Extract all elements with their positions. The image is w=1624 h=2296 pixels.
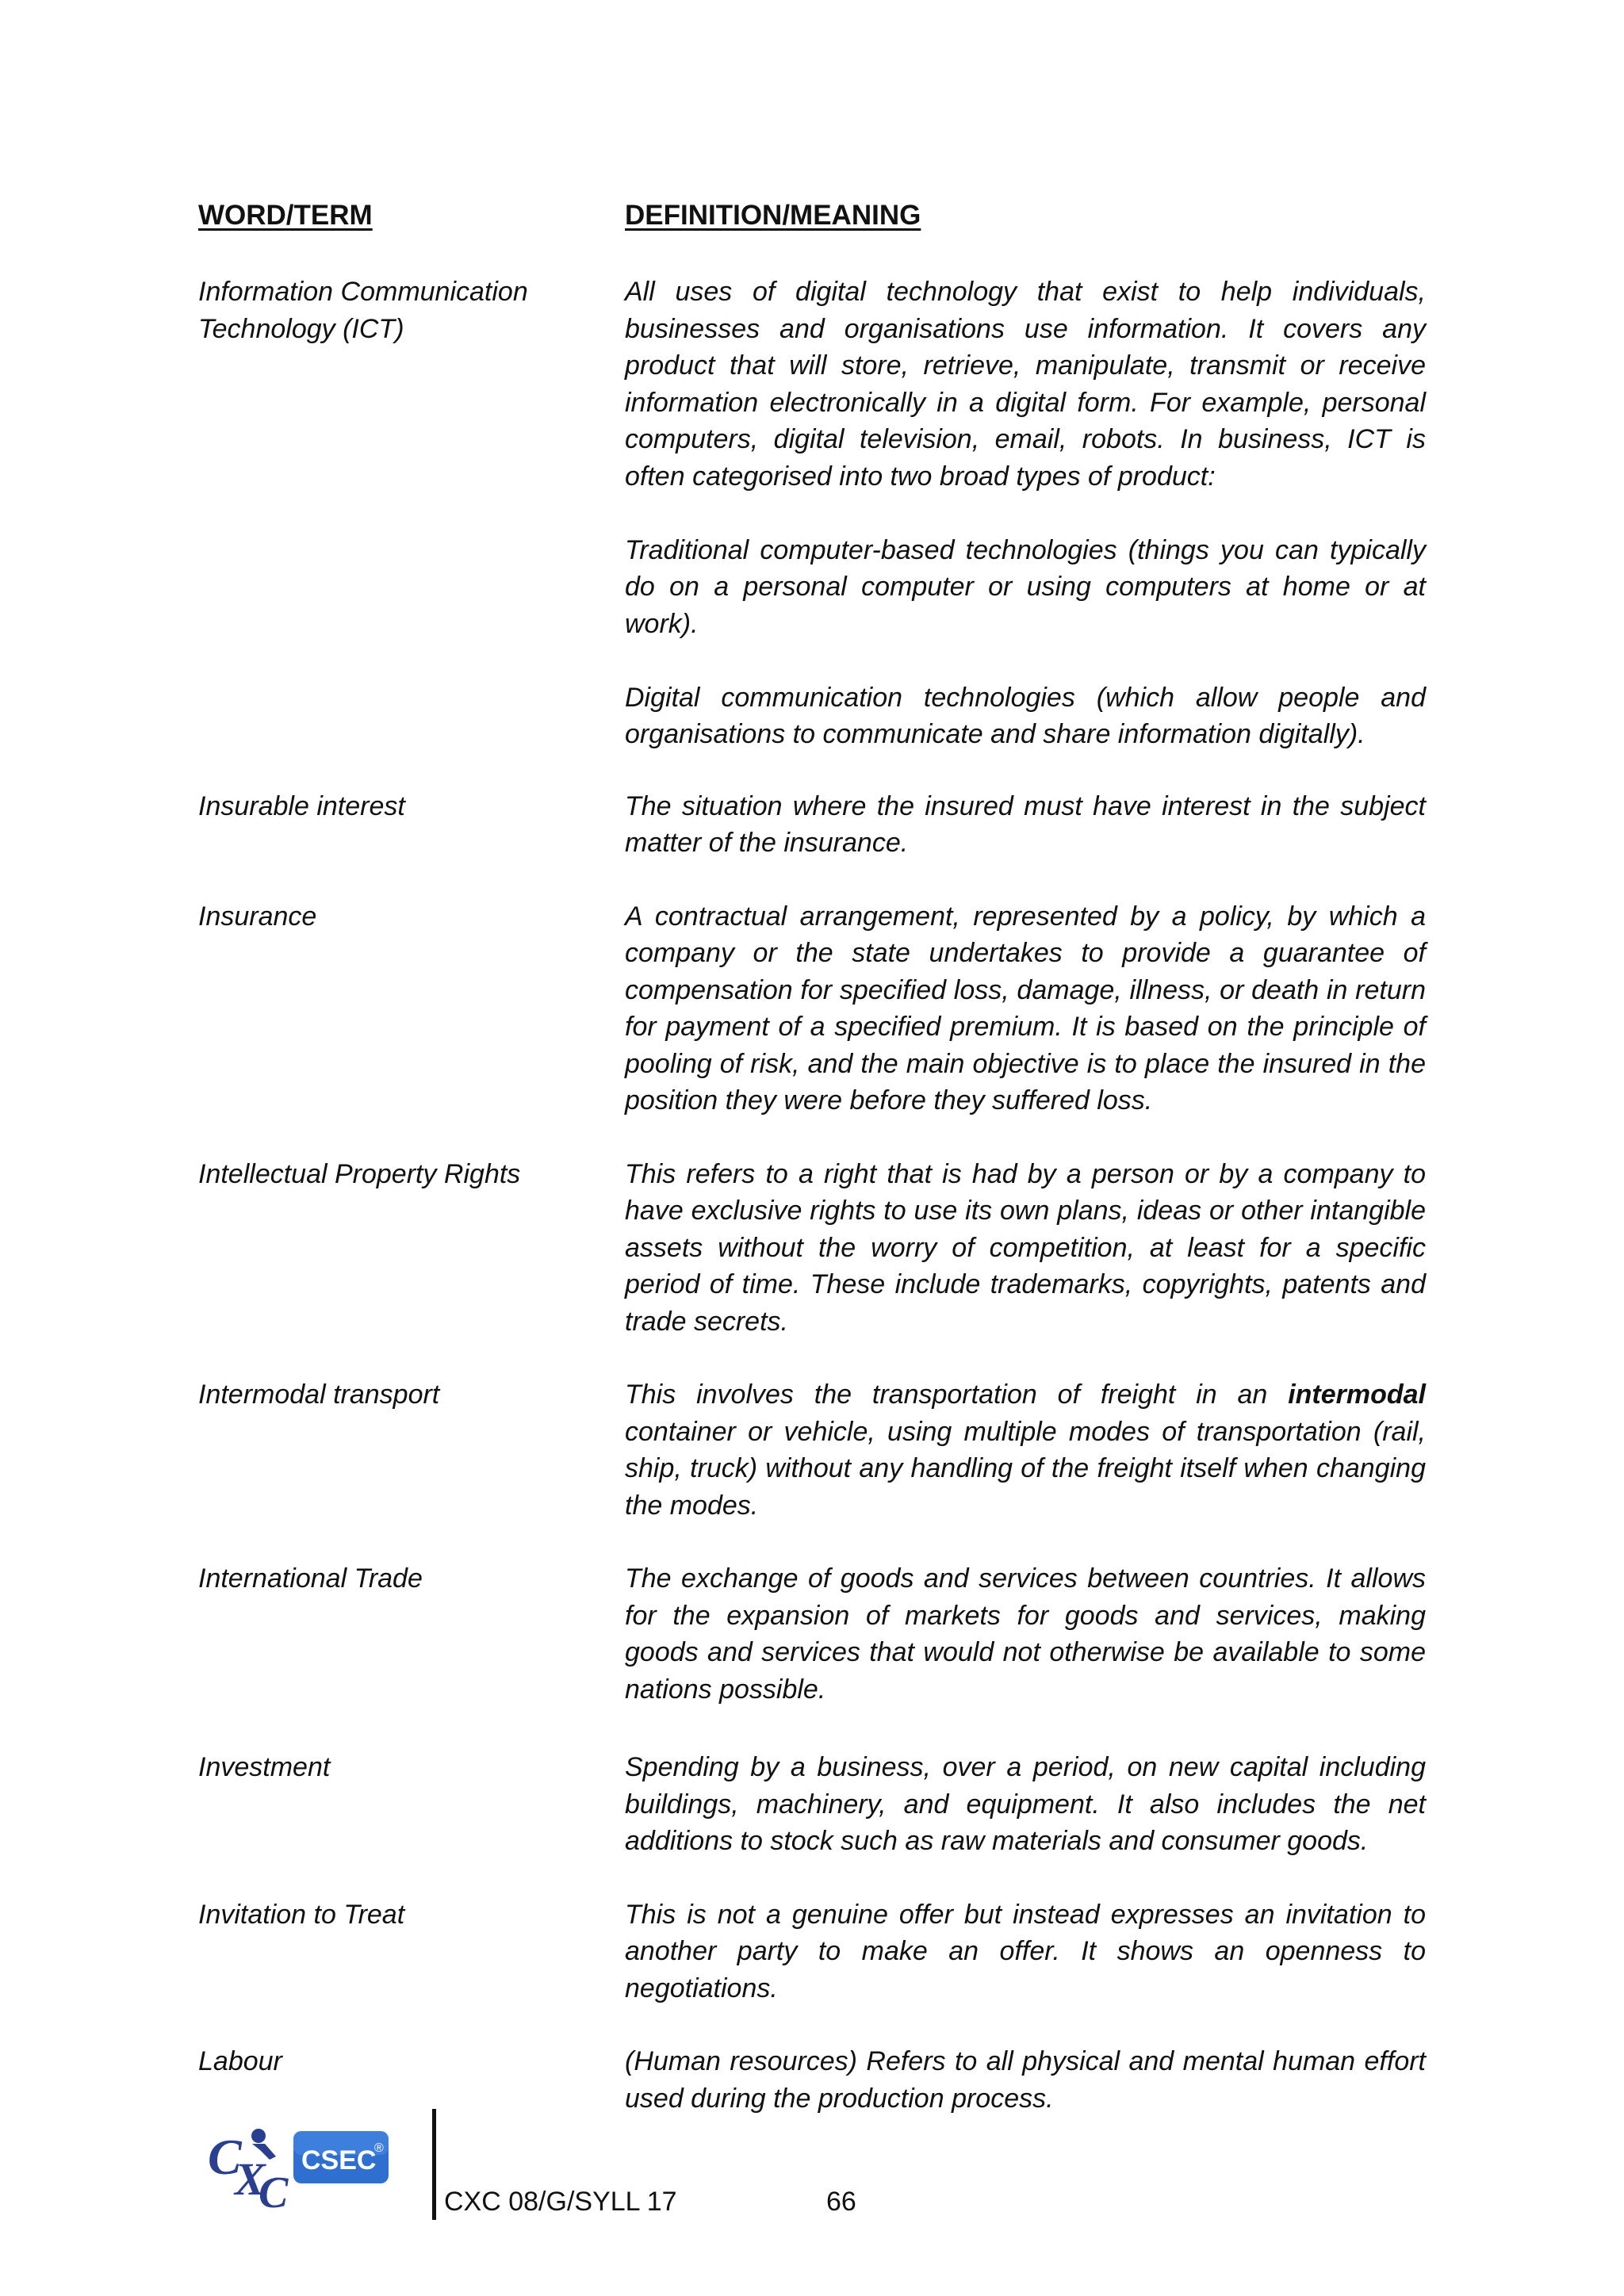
svg-text:C: C bbox=[259, 2168, 289, 2212]
glossary-term: Invitation to Treat bbox=[198, 1899, 405, 1930]
glossary-entry bbox=[198, 274, 1435, 753]
glossary-term: Insurance bbox=[198, 901, 317, 932]
cxc-csec-logo bbox=[206, 2125, 420, 2212]
page-number: 66 bbox=[826, 2187, 856, 2217]
glossary-term: Information Communication Technology (ICT) bbox=[198, 277, 528, 344]
glossary-definition bbox=[625, 1749, 1426, 1860]
glossary-definition bbox=[625, 2043, 1426, 2117]
svg-text:®: ® bbox=[374, 2141, 384, 2155]
glossary-entry bbox=[198, 1376, 1435, 1524]
glossary-definition bbox=[625, 788, 1426, 862]
glossary-definition bbox=[625, 898, 1426, 1119]
glossary-entry bbox=[198, 1896, 1435, 2007]
definition-paragraph: (Human resources) Refers to all physical and mental human effort used during the production process. bbox=[625, 2046, 1426, 2114]
glossary-entry bbox=[198, 1749, 1435, 1860]
glossary-term: International Trade bbox=[198, 1563, 423, 1594]
glossary-term: Intellectual Property Rights bbox=[198, 1158, 521, 1189]
definition-paragraph: Digital communication technologies (which allow people and organisations to communicate and share information digitally). bbox=[625, 682, 1426, 749]
definition-paragraph: All uses of digital technology that exist to help individuals, businesses and organisations use information. It covers any product that will store, retrieve, manipulate, transmit or receive information electronically in a digital form. For example, personal computers, digital television, email, robots. In business, ICT is often categorised into two broad types of product: bbox=[625, 277, 1426, 492]
definition-paragraph: Traditional computer-based technologies (things you can typically do on a personal computer or using computers at home or at work). bbox=[625, 534, 1426, 639]
definition-text: This involves the transportation of freight in an bbox=[625, 1380, 1289, 1410]
glossary-term: Labour bbox=[198, 2046, 282, 2076]
svg-text:C: C bbox=[208, 2129, 242, 2185]
term-column-header: WORD/TERM bbox=[198, 200, 373, 231]
definition-paragraph: Spending by a business, over a period, on new capital including buildings, machinery, and equipment. It also includes the net additions to stock such as raw materials and consumer goods. bbox=[625, 1752, 1426, 1856]
definition-paragraph: The exchange of goods and services between countries. It allows for the expansion of markets for goods and services, making goods and services that would not otherwise be available to some nations possible. bbox=[625, 1563, 1426, 1705]
glossary-definition bbox=[625, 1560, 1426, 1708]
column-headers bbox=[198, 200, 1435, 239]
svg-text:X: X bbox=[235, 2153, 266, 2205]
definition-column-header: DEFINITION/MEANING bbox=[625, 200, 921, 231]
glossary-term: Intermodal transport bbox=[198, 1380, 440, 1410]
definition-paragraph: This refers to a right that is had by a person or by a company to have exclusive rights to use its own plans, ideas or other intangible assets without the worry of competition, at least for a specific period of time. These include trademarks, copyrights, patents and trade secrets. bbox=[625, 1158, 1426, 1337]
glossary-entry bbox=[198, 898, 1435, 1119]
definition-paragraph: This is not a genuine offer but instead expresses an invitation to another party to make an offer. It shows an openness to negotiations. bbox=[625, 1899, 1426, 2003]
definition-text: container or vehicle, using multiple modes of transportation (rail, ship, truck) without any handling of the freight itself when changing the modes. bbox=[625, 1416, 1426, 1521]
definition-paragraph: The situation where the insured must have interest in the subject matter of the insurance. bbox=[625, 790, 1426, 858]
cxc-monogram-icon bbox=[206, 2125, 420, 2212]
glossary-term: Investment bbox=[198, 1752, 331, 1782]
glossary-term: Insurable interest bbox=[198, 790, 405, 821]
glossary-entry bbox=[198, 1560, 1435, 1708]
glossary-definition bbox=[625, 1376, 1426, 1524]
definition-bold-text: intermodal bbox=[1288, 1380, 1426, 1410]
definition-paragraph: A contractual arrangement, represented by a policy, by which a company or the state undertakes to provide a guarantee of compensation for specified loss, damage, illness, or death in return for payment of a specified premium. It is based on the principle of pooling of risk, and the main objective is to place the insured in the position they were before they suffered loss. bbox=[625, 901, 1426, 1115]
glossary-list bbox=[198, 274, 1435, 2153]
glossary-entry bbox=[198, 1156, 1435, 1341]
svg-text:CSEC: CSEC bbox=[301, 2145, 377, 2175]
glossary-entry bbox=[198, 2043, 1435, 2117]
glossary-definition bbox=[625, 1896, 1426, 2007]
glossary-definition bbox=[625, 1156, 1426, 1341]
glossary-definition bbox=[625, 274, 1426, 753]
syllabus-code: CXC 08/G/SYLL 17 bbox=[444, 2187, 677, 2217]
footer-divider bbox=[432, 2109, 436, 2220]
glossary-entry bbox=[198, 788, 1435, 862]
page-footer bbox=[206, 2109, 920, 2228]
definition-paragraph bbox=[625, 1376, 1426, 1524]
